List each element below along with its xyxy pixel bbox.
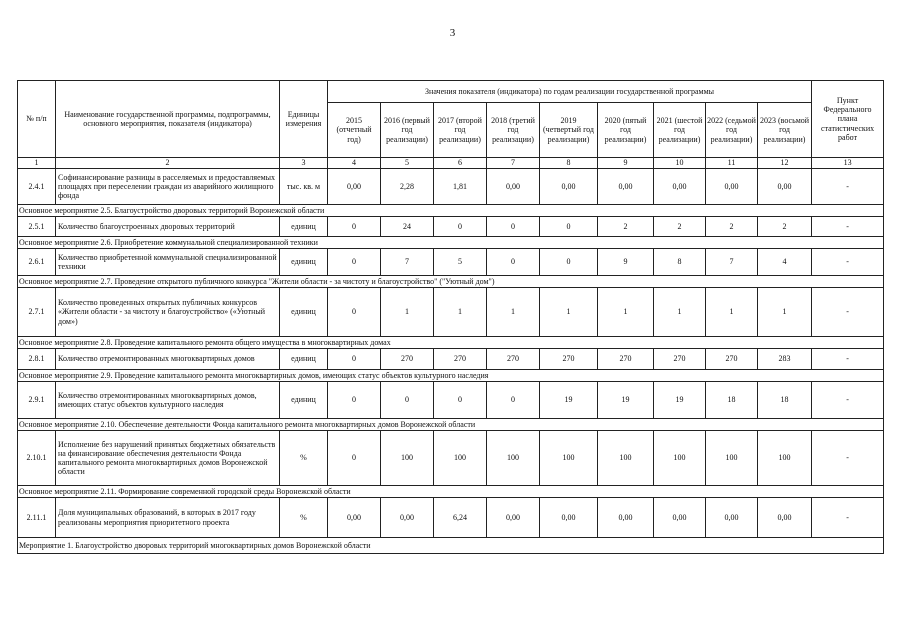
column-number-2: 2 <box>56 158 280 169</box>
column-number-1: 1 <box>18 158 56 169</box>
row-plan: - <box>812 382 884 419</box>
section-row <box>18 486 884 498</box>
row-number: 2.6.1 <box>18 249 56 276</box>
row-number: 2.7.1 <box>18 288 56 337</box>
row-value-8: 100 <box>540 431 598 486</box>
row-plan: - <box>812 249 884 276</box>
table-row <box>18 249 884 276</box>
row-value-9: 2 <box>598 217 654 237</box>
header-year-7: 2021 (шестой год реализации) <box>654 103 706 158</box>
row-value-11: 0,00 <box>706 169 758 205</box>
row-name: Количество проведенных открытых публичных конкурсов «Жители области - за чистоту и благоустройство» («Уютный дом») <box>56 288 280 337</box>
row-number: 2.10.1 <box>18 431 56 486</box>
row-value-7: 0 <box>487 249 540 276</box>
row-value-12: 283 <box>758 349 812 370</box>
section-row <box>18 419 884 431</box>
row-value-5: 100 <box>381 431 434 486</box>
row-value-9: 270 <box>598 349 654 370</box>
row-value-4: 0 <box>328 431 381 486</box>
row-value-4: 0,00 <box>328 498 381 538</box>
row-value-4: 0 <box>328 382 381 419</box>
header-values-group: Значения показателя (индикатора) по годам реализации государственной программы <box>328 81 812 103</box>
table-row <box>18 288 884 337</box>
header-plan: Пункт Федерального плана статистических работ <box>812 81 884 158</box>
row-number: 2.8.1 <box>18 349 56 370</box>
row-plan: - <box>812 431 884 486</box>
row-value-7: 0,00 <box>487 169 540 205</box>
row-unit: единиц <box>280 288 328 337</box>
row-value-9: 19 <box>598 382 654 419</box>
row-name: Количество отремонтированных многоквартирных домов <box>56 349 280 370</box>
table-row <box>18 169 884 205</box>
row-number: 2.11.1 <box>18 498 56 538</box>
row-value-4: 0 <box>328 288 381 337</box>
row-plan: - <box>812 288 884 337</box>
row-value-10: 100 <box>654 431 706 486</box>
row-value-4: 0 <box>328 349 381 370</box>
header-year-5: 2019 (четвертый год реализации) <box>540 103 598 158</box>
row-value-10: 1 <box>654 288 706 337</box>
row-value-4: 0 <box>328 249 381 276</box>
row-value-11: 18 <box>706 382 758 419</box>
row-value-9: 9 <box>598 249 654 276</box>
row-value-12: 18 <box>758 382 812 419</box>
row-value-11: 270 <box>706 349 758 370</box>
header-name: Наименование государственной программы, подпрограммы, основного мероприятия, показателя (индикатора) <box>56 81 280 158</box>
row-value-8: 0,00 <box>540 169 598 205</box>
row-value-12: 1 <box>758 288 812 337</box>
header-year-4: 2018 (третий год реализации) <box>487 103 540 158</box>
row-value-5: 270 <box>381 349 434 370</box>
column-number-5: 5 <box>381 158 434 169</box>
table-row <box>18 498 884 538</box>
row-value-6: 1 <box>434 288 487 337</box>
row-value-4: 0 <box>328 217 381 237</box>
row-unit: тыс. кв. м <box>280 169 328 205</box>
row-value-12: 0,00 <box>758 169 812 205</box>
row-name: Софинансирование разницы в расселяемых и предоставляемых площадях при переселении граждан из аварийного жилищного фонда <box>56 169 280 205</box>
row-value-6: 100 <box>434 431 487 486</box>
row-value-5: 7 <box>381 249 434 276</box>
row-value-7: 1 <box>487 288 540 337</box>
section-title: Основное мероприятие 2.6. Приобретение коммунальной специализированной техники <box>18 237 884 249</box>
row-value-6: 6,24 <box>434 498 487 538</box>
row-value-6: 5 <box>434 249 487 276</box>
column-number-13: 13 <box>812 158 884 169</box>
row-value-12: 100 <box>758 431 812 486</box>
column-number-10: 10 <box>654 158 706 169</box>
column-number-4: 4 <box>328 158 381 169</box>
row-value-11: 2 <box>706 217 758 237</box>
row-value-11: 100 <box>706 431 758 486</box>
row-value-12: 0,00 <box>758 498 812 538</box>
row-name: Количество отремонтированных многоквартирных домов, имеющих статус объектов культурного наследия <box>56 382 280 419</box>
section-row <box>18 205 884 217</box>
row-value-7: 0 <box>487 217 540 237</box>
column-number-9: 9 <box>598 158 654 169</box>
header-year-3: 2017 (второй год реализации) <box>434 103 487 158</box>
section-title: Основное мероприятие 2.5. Благоустройство дворовых территорий Воронежской области <box>18 205 884 217</box>
section-title: Основное мероприятие 2.10. Обеспечение деятельности Фонда капитального ремонта многоквартирных домов Воронежской области <box>18 419 884 431</box>
indicator-table <box>17 80 884 554</box>
row-value-5: 2,28 <box>381 169 434 205</box>
section-row <box>18 337 884 349</box>
row-value-10: 2 <box>654 217 706 237</box>
header-year-2: 2016 (первый год реализации) <box>381 103 434 158</box>
row-value-11: 0,00 <box>706 498 758 538</box>
table-row <box>18 217 884 237</box>
column-number-7: 7 <box>487 158 540 169</box>
row-value-7: 0 <box>487 382 540 419</box>
row-value-12: 4 <box>758 249 812 276</box>
activity-title: Мероприятие 1. Благоустройство дворовых территорий многоквартирных домов Воронежской области <box>18 538 884 554</box>
row-value-8: 19 <box>540 382 598 419</box>
row-value-11: 1 <box>706 288 758 337</box>
header-unit: Единицы измерения <box>280 81 328 158</box>
section-row <box>18 276 884 288</box>
row-value-8: 0,00 <box>540 498 598 538</box>
row-name: Доля муниципальных образований, в которых в 2017 году реализованы мероприятия приоритетного проекта <box>56 498 280 538</box>
row-value-7: 0,00 <box>487 498 540 538</box>
row-plan: - <box>812 498 884 538</box>
row-value-10: 0,00 <box>654 169 706 205</box>
row-unit: единиц <box>280 217 328 237</box>
table-row <box>18 431 884 486</box>
page-number: 3 <box>449 27 456 39</box>
row-value-8: 0 <box>540 249 598 276</box>
section-row <box>18 370 884 382</box>
row-value-9: 0,00 <box>598 169 654 205</box>
row-value-9: 100 <box>598 431 654 486</box>
table-row <box>18 382 884 419</box>
row-name: Количество благоустроенных дворовых территорий <box>56 217 280 237</box>
column-number-12: 12 <box>758 158 812 169</box>
column-number-11: 11 <box>706 158 758 169</box>
row-unit: единиц <box>280 249 328 276</box>
header-year-8: 2022 (седьмой год реализации) <box>706 103 758 158</box>
row-value-5: 0,00 <box>381 498 434 538</box>
column-number-8: 8 <box>540 158 598 169</box>
header-year-6: 2020 (пятый год реализации) <box>598 103 654 158</box>
row-value-5: 24 <box>381 217 434 237</box>
row-value-6: 270 <box>434 349 487 370</box>
row-value-7: 270 <box>487 349 540 370</box>
row-value-10: 270 <box>654 349 706 370</box>
row-value-9: 0,00 <box>598 498 654 538</box>
row-value-5: 0 <box>381 382 434 419</box>
column-number-3: 3 <box>280 158 328 169</box>
column-number-6: 6 <box>434 158 487 169</box>
row-value-12: 2 <box>758 217 812 237</box>
row-value-8: 1 <box>540 288 598 337</box>
row-number: 2.5.1 <box>18 217 56 237</box>
row-unit: единиц <box>280 382 328 419</box>
section-title: Основное мероприятие 2.7. Проведение открытого публичного конкурса "Жители области - за чистоту и благоустройство" ("Уютный дом") <box>18 276 884 288</box>
table-row <box>18 349 884 370</box>
row-plan: - <box>812 169 884 205</box>
row-value-8: 0 <box>540 217 598 237</box>
row-number: 2.4.1 <box>18 169 56 205</box>
row-unit: % <box>280 498 328 538</box>
row-plan: - <box>812 349 884 370</box>
header-num: № п/п <box>18 81 56 158</box>
row-value-6: 1,81 <box>434 169 487 205</box>
activity-row <box>18 538 884 554</box>
section-title: Основное мероприятие 2.9. Проведение капитального ремонта многоквартирных домов, имеющих статус объектов культурного наследия <box>18 370 884 382</box>
row-value-10: 19 <box>654 382 706 419</box>
section-title: Основное мероприятие 2.11. Формирование современной городской среды Воронежской области <box>18 486 884 498</box>
row-value-10: 8 <box>654 249 706 276</box>
row-unit: единиц <box>280 349 328 370</box>
row-value-6: 0 <box>434 217 487 237</box>
row-unit: % <box>280 431 328 486</box>
row-plan: - <box>812 217 884 237</box>
header-year-1: 2015 (отчетный год) <box>328 103 381 158</box>
row-value-11: 7 <box>706 249 758 276</box>
row-value-9: 1 <box>598 288 654 337</box>
row-value-4: 0,00 <box>328 169 381 205</box>
row-name: Количество приобретенной коммунальной специализированной техники <box>56 249 280 276</box>
row-name: Исполнение без нарушений принятых бюджетных обязательств на финансирование обеспечения деятельности Фонда капитального ремонта многоквартирных домов Воронежской области <box>56 431 280 486</box>
row-value-8: 270 <box>540 349 598 370</box>
section-title: Основное мероприятие 2.8. Проведение капитального ремонта общего имущества в многоквартирных домах <box>18 337 884 349</box>
row-value-6: 0 <box>434 382 487 419</box>
row-value-10: 0,00 <box>654 498 706 538</box>
row-number: 2.9.1 <box>18 382 56 419</box>
section-row <box>18 237 884 249</box>
row-value-5: 1 <box>381 288 434 337</box>
row-value-7: 100 <box>487 431 540 486</box>
header-year-9: 2023 (восьмой год реализации) <box>758 103 812 158</box>
